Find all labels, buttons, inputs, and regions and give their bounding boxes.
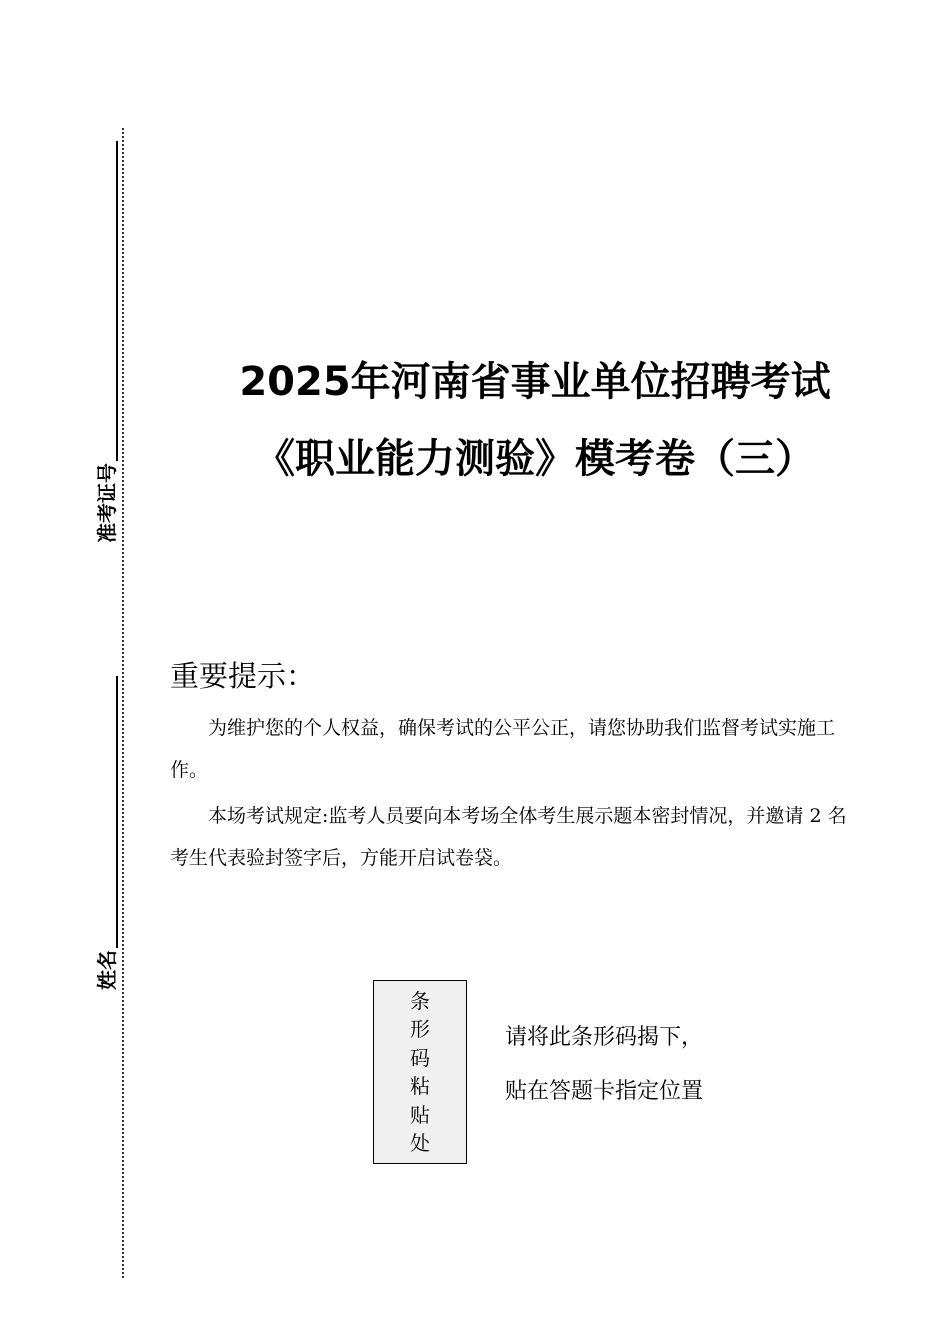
name-field [96,676,118,990]
barcode-box-char: 条 [410,988,430,1013]
barcode-sticker-area [373,980,467,1164]
barcode-box-char: 处 [410,1131,430,1155]
barcode-box-char: 码 [410,1045,430,1070]
barcode-box-char: 贴 [410,1102,430,1127]
barcode-box-char: 粘 [410,1074,430,1098]
exam-title-line-1: 2025年河南省事业单位招聘考试 [239,359,831,405]
notice-paragraph: 为维护您的个人权益，确保考试的公平公正，请您协助我们监督考试实施工作。 [170,717,836,781]
barcode-box-char: 形 [410,1017,430,1041]
binding-fold-line [122,128,124,1278]
exam-id-label: 准考证号 [95,463,119,543]
notice-paragraph: 本场考试规定:监考人员要向本考场全体考生展示题本密封情况，并邀请 2 名考生代表验封签字后，方能开启试卷袋。 [170,805,847,869]
notice-heading: 重要提示： [170,659,316,693]
barcode-instruction-line-1: 请将此条形码揭下， [505,1025,704,1050]
barcode-instruction-line-2: 贴在答题卡指定位置 [505,1079,704,1104]
exam-title-line-2: 《职业能力测验》模考卷（三） [255,436,815,482]
name-label: 姓名 [95,950,119,990]
exam-id-blank[interactable] [98,141,118,461]
exam-id-field [96,141,118,543]
name-blank[interactable] [98,676,118,948]
